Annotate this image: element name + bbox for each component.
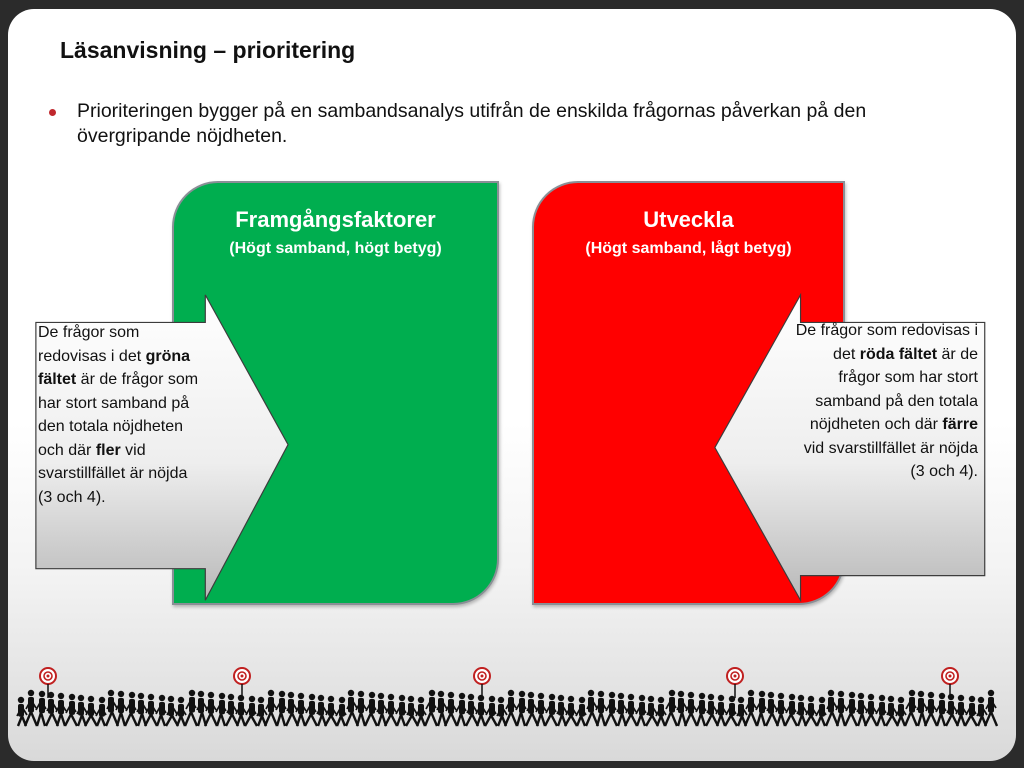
bullet-icon: [49, 109, 56, 116]
slide-title: Läsanvisning – prioritering: [60, 37, 356, 63]
right-callout-bold-farre: färre: [942, 416, 978, 433]
right-callout-text-2: är de frågor som har stort samband på den totala nöjdheten och där: [809, 345, 978, 433]
left-callout-text-3: vid svarstillfället är nöjda (3 och 4).: [38, 441, 188, 506]
walking-people-with-targets-icon: [10, 662, 1000, 732]
footer-decoration: [10, 662, 1000, 732]
left-callout-bold-green: gröna fältet: [38, 347, 191, 388]
red-panel-subtitle: (Högt samband, lågt betyg): [585, 240, 792, 257]
right-callout-bold-red: röda fältet: [859, 345, 938, 363]
green-panel-subtitle: (Högt samband, högt betyg): [229, 240, 442, 257]
bullet-text: Prioriteringen bygger på en sambandsanalys utifrån de enskilda frågornas påverkan på den övergripande nöjdheten.: [77, 100, 867, 147]
green-panel-title: Framgångsfaktorer: [235, 207, 436, 232]
right-callout-text-3: vid svarstillfället är nöjda (3 och 4).: [803, 439, 978, 480]
left-arrow-callout: [28, 287, 290, 605]
right-arrow-callout: [705, 287, 990, 605]
red-panel-title: Utveckla: [643, 207, 734, 232]
left-callout-text: [38, 321, 203, 509]
left-callout-text-1: De frågor som redovisas i det: [38, 324, 146, 365]
right-callout-text-1: De frågor som redovisas i det: [795, 322, 978, 363]
right-callout-text: [788, 319, 978, 484]
left-callout-bold-fler: fler: [95, 441, 121, 459]
left-callout-text-2: är de frågor som har stort samband på den totala nöjdheten och där: [38, 371, 199, 459]
